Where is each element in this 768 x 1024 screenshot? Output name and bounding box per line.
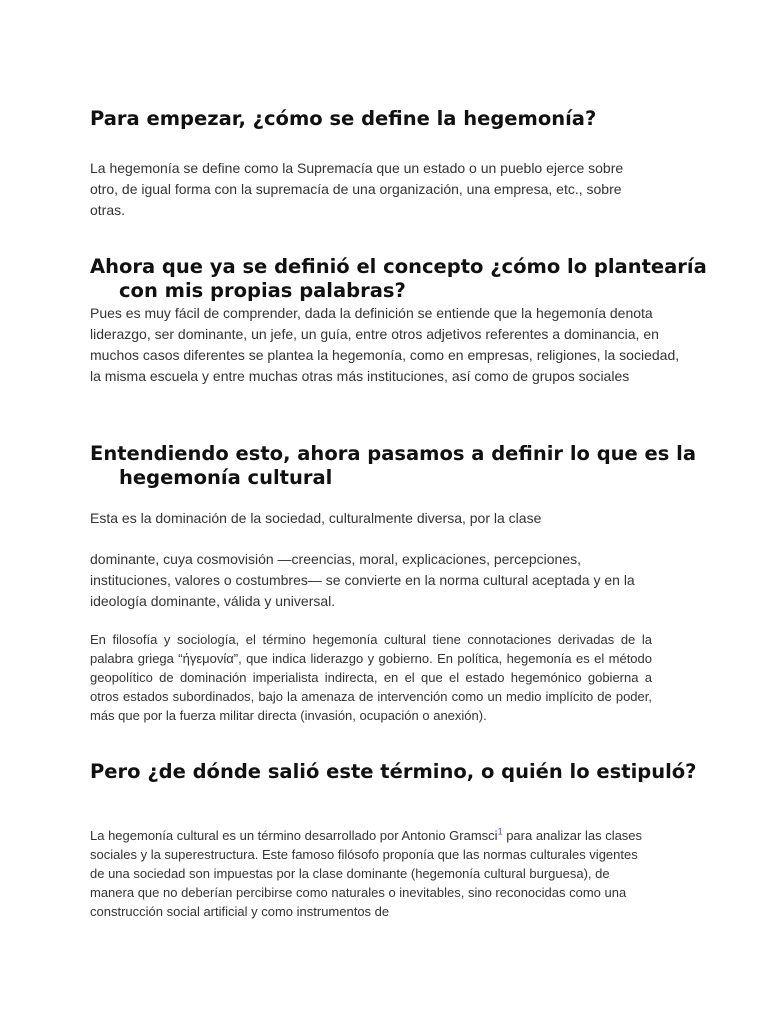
section-heading-definicion: Para empezar, ¿cómo se define la hegemonía?: [90, 107, 597, 130]
paragraph-gramsci-rest: para analizar las clases sociales y la superestructura. Este famoso filósofo proponía que las normas culturales vigentes de una sociedad son impuestas por la clase dominante (hegemonía cultural burguesa), de manera que no deberían percibirse como naturales o inevitables, sino reconocidas como una construcción social artificial y como instrumentos de: [90, 828, 643, 919]
footnote-reference-link[interactable]: 1: [497, 826, 503, 837]
paragraph-filosofia-sociologia: En filosofía y sociología, el término hegemonía cultural tiene connotaciones derivadas de la palabra griega “ήγεμονία”, que indica liderazgo y gobierno. En política, hegemonía es el método geopolítico de dominación imperialista indirecta, en el que el estado hegemónico gobierna a otros estados subordinados, bajo la amenaza de intervención como un medio implícito de poder, más que por la fuerza militar directa (invasión, ocupación o anexión).: [90, 632, 652, 723]
section-heading-origen-termino: Pero ¿de dónde salió este término, o quién lo estipuló?: [90, 760, 697, 783]
paragraph-hegemonia-cultural-intro: Esta es la dominación de la sociedad, culturalmente diversa, por la clase: [90, 510, 542, 526]
section-heading-propias-palabras: Ahora que ya se definió el concepto ¿cómo lo plantearía con mis propias palabras?: [90, 255, 707, 302]
paragraph-propias-palabras: Pues es muy fácil de comprender, dada la definición se entiende que la hegemonía denota liderazgo, ser dominante, un jefe, un guía, entre otros adjetivos referentes a dominancia, en muchos casos diferentes se plantea la hegemonía, como en empresas, religiones, la sociedad, la misma escuela y entre muchas otras más instituciones, así como de grupos sociales: [90, 305, 680, 384]
section-heading-hegemonia-cultural: Entendiendo esto, ahora pasamos a definir lo que es la hegemonía cultural: [90, 442, 697, 489]
paragraph-gramsci: [90, 826, 650, 921]
paragraph-definicion: La hegemonía se define como la Supremacía que un estado o un pueblo ejerce sobre otro, de igual forma con la supremacía de una organización, una empresa, etc., sobre otras.: [90, 160, 624, 218]
paragraph-gramsci-start: La hegemonía cultural es un término desarrollado por Antonio Gramsci: [90, 828, 498, 843]
paragraph-hegemonia-cultural-cosmovision: dominante, cuya cosmovisión —creencias, moral, explicaciones, percepciones, instituciones, valores o costumbres— se convierte en la norma cultural aceptada y en la ideología dominante, válida y universal.: [90, 551, 635, 609]
